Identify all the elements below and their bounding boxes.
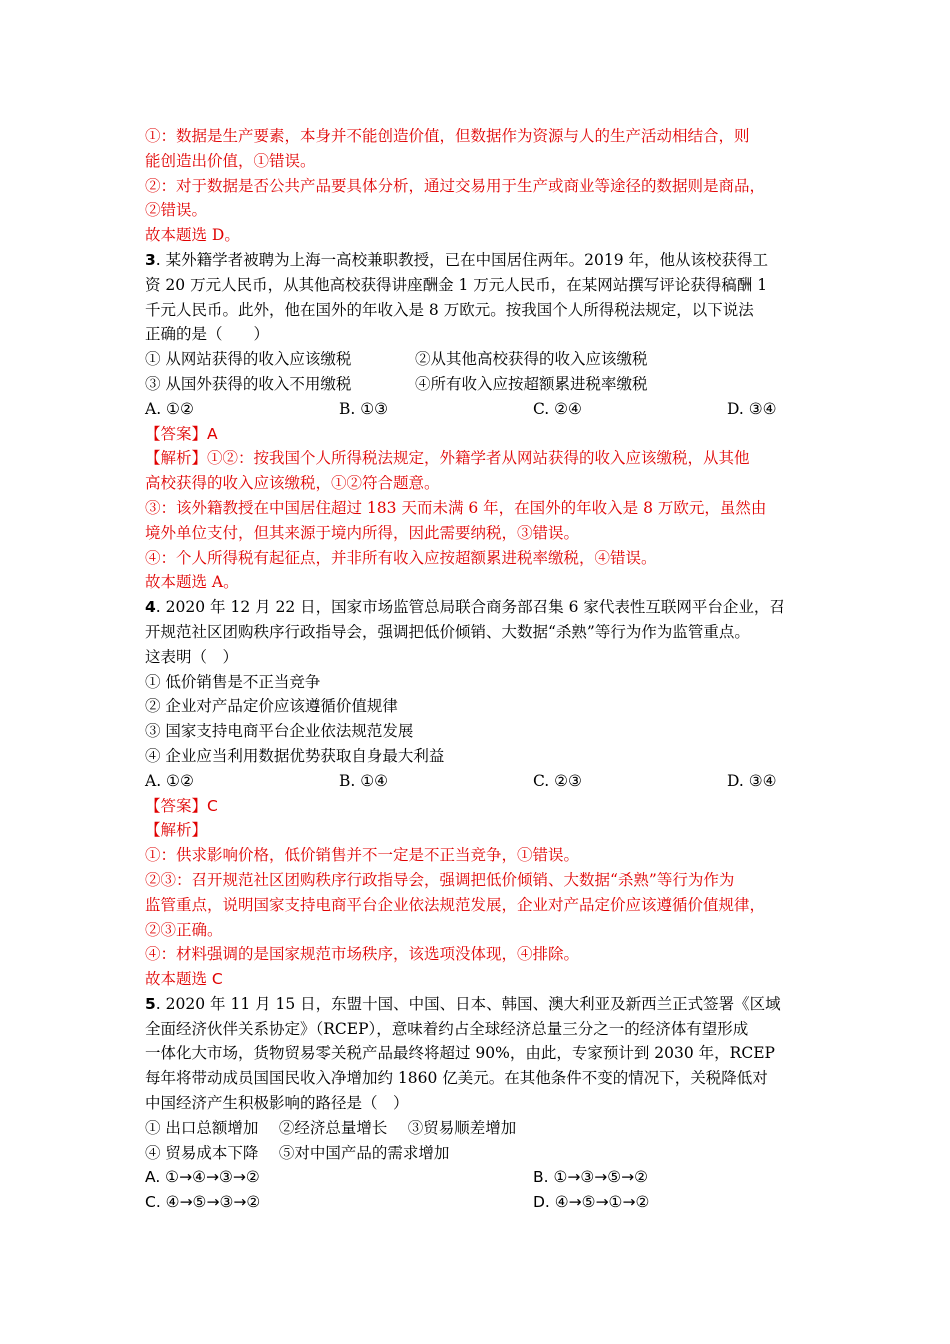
q4-option-d: D. ③④ bbox=[727, 771, 777, 790]
q3-statement-3: ③ 从国外获得的收入不用缴税 bbox=[145, 374, 352, 393]
q2-conclusion: 故本题选 D。 bbox=[145, 226, 240, 245]
page-content bbox=[145, 124, 817, 1215]
q4-analysis-line: ④：材料强调的是国家规范市场秩序，该选项没体现，④排除。 bbox=[145, 945, 580, 964]
q3-analysis-line: 【解析】①②：按我国个人所得税法规定，外籍学者从网站获得的收入应该缴税，从其他 bbox=[145, 449, 750, 468]
q2-analysis-line: ②：对于数据是否公共产品要具体分析，通过交易用于生产或商业等途径的数据则是商品， bbox=[145, 176, 766, 195]
q4-stem-line: 开规范社区团购秩序行政指导会，强调把低价倾销、大数据“杀熟”等行为作为监管重点。 bbox=[145, 622, 750, 641]
q3-stem-line: 3. 某外籍学者被聘为上海一高校兼职教授，已在中国居住两年。2019 年，他从该校获得工 bbox=[145, 250, 769, 269]
q3-conclusion: 故本题选 A。 bbox=[145, 573, 239, 592]
q4-analysis-line: ②③正确。 bbox=[145, 920, 223, 939]
q4-number: 4 bbox=[145, 598, 156, 617]
q2-analysis-line: ②错误。 bbox=[145, 201, 208, 220]
q3-option-c: C. ②④ bbox=[533, 399, 582, 418]
q5-option-a: A. ①→④→③→② bbox=[145, 1168, 260, 1187]
q5-stem-line: 5. 2020 年 11 月 15 日，东盟十国、中国、日本、韩国、澳大利亚及新西兰正式签署《区域 bbox=[145, 994, 781, 1013]
q5-number: 5 bbox=[145, 994, 156, 1013]
q3-option-b: B. ①③ bbox=[339, 399, 389, 418]
q3-statement-4: ④所有收入应按超额累进税率缴税 bbox=[415, 374, 648, 393]
q3-stem-line: 千元人民币。此外，他在国外的年收入是 8 万欧元。按我国个人所得税法规定，以下说法 bbox=[145, 300, 754, 319]
q4-answer: 【答案】C bbox=[145, 796, 218, 815]
q5-option-d: D. ④→⑤→①→② bbox=[533, 1193, 650, 1212]
q5-options-row bbox=[145, 1190, 817, 1215]
q4-stem-line: 这表明（ ） bbox=[145, 647, 239, 666]
q4-stem-line: 4. 2020 年 12 月 22 日，国家市场监管总局联合商务部召集 6 家代表性互联网平台企业，召 bbox=[145, 598, 785, 617]
q2-analysis-line: ①：数据是生产要素，本身并不能创造价值，但数据作为资源与人的生产活动相结合，则 bbox=[145, 127, 750, 145]
q4-analysis-line: ①：供求影响价格，低价销售并不一定是不正当竞争，①错误。 bbox=[145, 846, 580, 865]
q3-number: 3 bbox=[145, 250, 156, 269]
q3-stem-line: 资 20 万元人民币，从其他高校获得讲座酬金 1 万元人民币，在某网站撰写评论获得稿酬 1 bbox=[145, 275, 768, 294]
q3-statement-2: ②从其他高校获得的收入应该缴税 bbox=[415, 350, 648, 369]
q3-statements-row bbox=[145, 372, 817, 397]
q3-answer: 【答案】A bbox=[145, 424, 218, 443]
q5-stem-line: 全面经济伙伴关系协定》（RCEP），意味着约占全球经济总量三分之一的经济体有望形成 bbox=[145, 1019, 749, 1038]
q4-options bbox=[145, 769, 817, 794]
q4-statement-1: ① 低价销售是不正当竞争 bbox=[145, 672, 321, 691]
q5-option-c: C. ④→⑤→③→② bbox=[145, 1193, 261, 1212]
q4-conclusion: 故本题选 C bbox=[145, 970, 223, 989]
q5-statements-row: ④ 贸易成本下降 ⑤对中国产品的需求增加 bbox=[145, 1143, 450, 1162]
q5-option-b: B. ①→③→⑤→② bbox=[533, 1168, 649, 1187]
q3-analysis-line: ③：该外籍教授在中国居住超过 183 天而未满 6 年，在国外的年收入是 8 万欧元，虽然由 bbox=[145, 498, 767, 517]
q4-analysis-head: 【解析】 bbox=[145, 821, 208, 840]
q3-stem-line: 正确的是（ ） bbox=[145, 325, 270, 344]
q4-statement-4: ④ 企业应当利用数据优势获取自身最大利益 bbox=[145, 746, 445, 765]
q3-analysis-line: ④：个人所得税有起征点，并非所有收入应按超额累进税率缴税，④错误。 bbox=[145, 548, 657, 567]
q4-statement-3: ③ 国家支持电商平台企业依法规范发展 bbox=[145, 722, 414, 741]
q5-stem-line: 每年将带动成员国国民收入净增加约 1860 亿美元。在其他条件不变的情况下，关税降低对 bbox=[145, 1069, 768, 1088]
q3-statements-row bbox=[145, 347, 817, 372]
q3-option-d: D. ③④ bbox=[727, 399, 777, 418]
q5-options-row bbox=[145, 1165, 817, 1190]
q3-option-a: A. ①② bbox=[145, 399, 194, 418]
q4-statement-2: ② 企业对产品定价应该遵循价值规律 bbox=[145, 697, 398, 716]
q3-options bbox=[145, 397, 817, 422]
q4-option-b: B. ①④ bbox=[339, 771, 389, 790]
q4-option-a: A. ①② bbox=[145, 771, 194, 790]
q4-option-c: C. ②③ bbox=[533, 771, 582, 790]
q5-stem-line: 一体化大市场，货物贸易零关税产品最终将超过 90%，由此，专家预计到 2030 年，RCEP bbox=[145, 1044, 775, 1063]
q4-analysis-line: 监管重点，说明国家支持电商平台企业依法规范发展，企业对产品定价应该遵循价值规律， bbox=[145, 895, 766, 914]
q5-stem-line: 中国经济产生积极影响的路径是（ ） bbox=[145, 1094, 409, 1113]
q4-analysis-line: ②③：召开规范社区团购秩序行政指导会，强调把低价倾销、大数据“杀熟”等行为作为 bbox=[145, 870, 735, 889]
q2-analysis-line: 能创造出价值，①错误。 bbox=[145, 151, 316, 170]
q3-statement-1: ① 从网站获得的收入应该缴税 bbox=[145, 350, 352, 369]
q3-analysis-line: 高校获得的收入应该缴税，①②符合题意。 bbox=[145, 474, 440, 493]
q3-analysis-line: 境外单位支付，但其来源于境内所得，因此需要纳税，③错误。 bbox=[145, 523, 580, 542]
q5-statements-row: ① 出口总额增加 ②经济总量增长 ③贸易顺差增加 bbox=[145, 1118, 517, 1137]
